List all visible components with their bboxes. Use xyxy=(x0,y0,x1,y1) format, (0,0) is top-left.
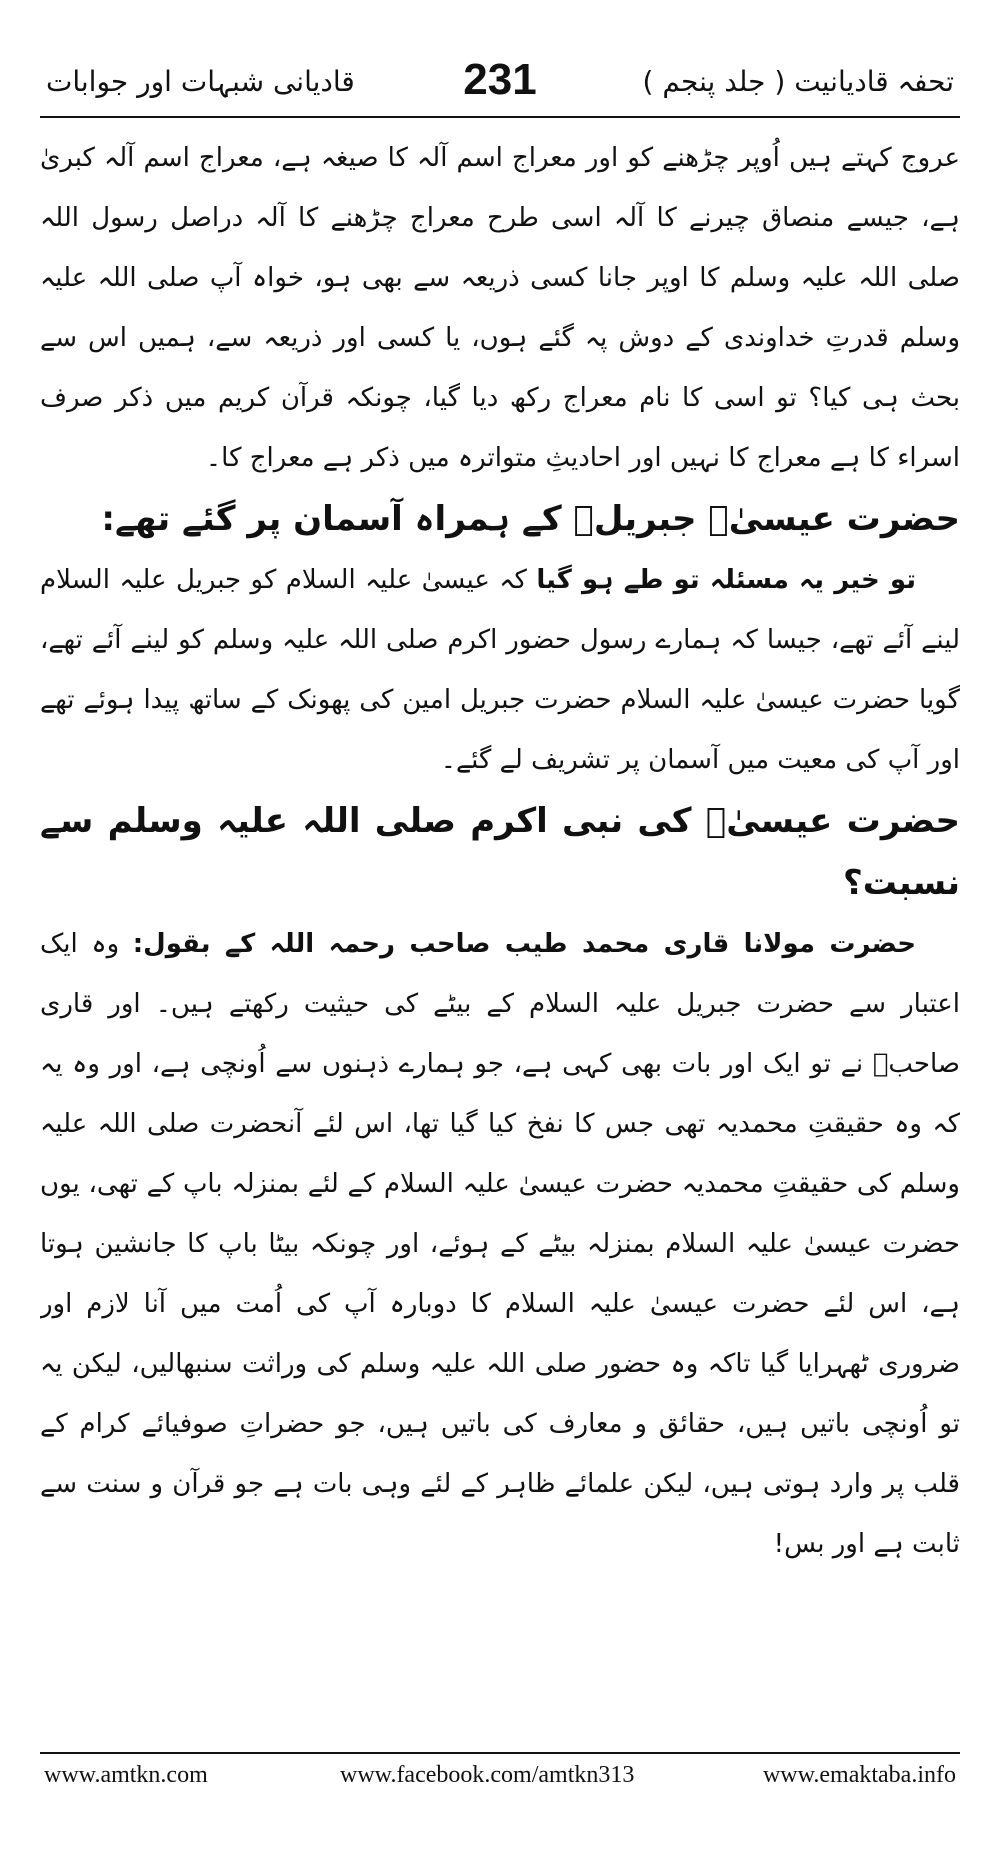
header-divider xyxy=(40,116,960,118)
footer-divider xyxy=(40,1752,960,1754)
page-number: 231 xyxy=(463,55,537,104)
paragraph-text: وہ ایک اعتبار سے حضرت جبریل علیہ السلام کے بیٹے کی حیثیت رکھتے ہیں۔ اور قاری صاحبؒ نے تو ایک اور بات بھی کہی ہے، جو ہمارے ذہنوں سے اُونچی ہے، اور وہ یہ کہ وہ حقیقتِ محمدیہ تھی جس کا نفخ کیا گیا تھا، اس لئے آنحضرت صلی اللہ علیہ وسلم کی حقیقتِ محمدیہ حضرت عیسیٰ علیہ السلام کے لئے بمنزلہ باپ کے تھی، یوں حضرت عیسیٰ علیہ السلام بمنزلہ بیٹے کے ہوئے، اور چونکہ بیٹا باپ کا جانشین ہوتا ہے، اس لئے حضرت عیسیٰ علیہ السلام کا دوبارہ آپ کی اُمت میں آنا لازم اور ضروری ٹھہرایا گیا تاکہ وہ حضور صلی اللہ علیہ وسلم کی وراثت سنبھالیں، لیکن یہ تو اُونچی باتیں ہیں، حقائق و معارف کی باتیں ہیں، جو حضراتِ صوفیائے کرام کے قلب پر وارد ہوتی ہیں، لیکن علمائے ظاہر کے لئے وہی بات ہے جو قرآن و سنت سے ثابت ہے اور بس! xyxy=(40,929,960,1559)
paragraph-miraj: عروج کہتے ہیں اُوپر چڑھنے کو اور معراج اسم آلہ کا صیغہ ہے، معراج اسم آلہ کبریٰ ہے، جیسے منصاق چیرنے کا آلہ اسی طرح معراج چڑھنے کا آلہ دراصل رسول اللہ صلی اللہ علیہ وسلم کا اوپر جانا کسی ذریعہ سے بھی ہو، خواہ آپ صلی اللہ علیہ وسلم قدرتِ خداوندی کے دوش پہ گئے ہوں، یا کسی اور ذریعہ سے، ہمیں اس سے بحث ہی کیا؟ تو اسی کا نام معراج رکھ دیا گیا، چونکہ قرآن کریم میں ذکر صرف اسراء کا ہے معراج کا نہیں اور احادیثِ متواترہ میں ذکر ہے معراج کا۔ xyxy=(40,143,960,473)
paragraph-text: کہ عیسیٰ علیہ السلام کو جبریل علیہ السلام لینے آئے تھے، جیسا کہ ہمارے رسول حضور اکرم صلی اللہ علیہ وسلم کو لینے آئے تھے، گویا حضرت عیسیٰ علیہ السلام حضرت جبریل امین کی پھونک کے ساتھ پیدا ہوئے تھے اور آپ کی معیت میں آسمان پر تشریف لے گئے۔ xyxy=(40,565,960,775)
book-section-title: قادیانی شبہات اور جوابات xyxy=(46,65,355,98)
footer-link-emaktaba[interactable]: www.emaktaba.info xyxy=(762,1762,956,1788)
heading-isa-relation: حضرت عیسیٰؑ کی نبی اکرم صلی اللہ علیہ وسلم سے نسبت؟ xyxy=(40,801,960,903)
page-footer xyxy=(40,1762,960,1798)
page-body xyxy=(40,128,960,1668)
paragraph-isa-ascension xyxy=(40,550,960,790)
footer-link-facebook[interactable]: www.facebook.com/amtkn313 xyxy=(340,1762,635,1788)
paragraph-lead: تو خیر یہ مسئلہ تو طے ہو گیا xyxy=(536,565,916,595)
page-header xyxy=(40,55,960,113)
footer-link-amtkn[interactable]: www.amtkn.com xyxy=(44,1762,208,1788)
book-title: تحفہ قادیانیت ( جلد پنجم ) xyxy=(642,65,954,98)
paragraph-qari-tayyib xyxy=(40,914,960,1574)
paragraph-lead: حضرت مولانا قاری محمد طیب صاحب رحمہ اللہ کے بقول: xyxy=(132,929,916,959)
heading-isa-with-jibril: حضرت عیسیٰؑ جبریلؑ کے ہمراہ آسمان پر گئے تھے: xyxy=(101,499,960,539)
